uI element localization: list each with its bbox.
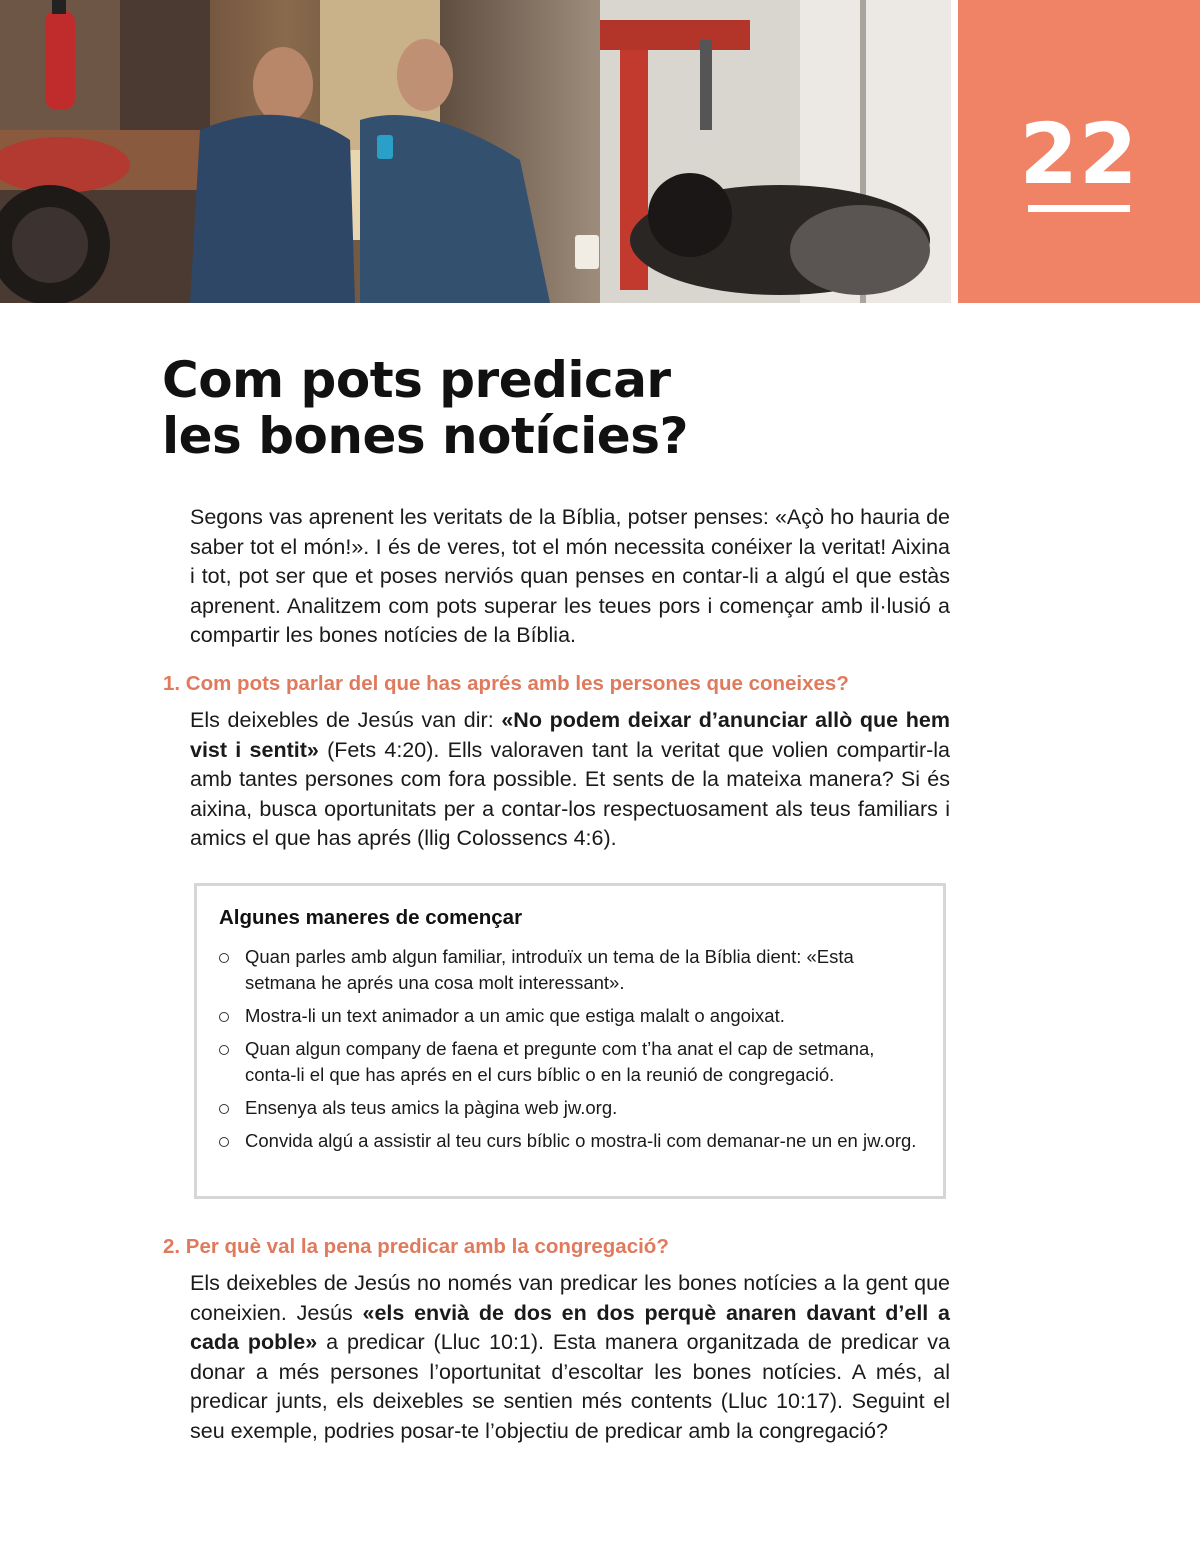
hero-photo [0,0,951,303]
section2-paragraph [190,1269,950,1447]
page-title-line1: Com pots predicar [162,351,671,409]
circle-bullet-icon [219,1104,229,1114]
workshop-photo-icon [0,0,951,303]
section2-heading: 2. Per què val la pena predicar amb la congregació? [163,1235,669,1258]
circle-bullet-icon [219,1137,229,1147]
section2-text-a: Els deixebles de Jesús no només van predicar les bones notícies a la gent que coneixien. Jesús [190,1271,950,1325]
section1-quote: «No podem deixar d’anunciar allò que hem vist i sentit» [190,708,950,762]
section1-heading: 1. Com pots parlar del que has aprés amb les persones que coneixes? [163,672,849,695]
chapter-underline [1028,205,1130,212]
section1-text-b: (Fets 4:20). Ells valoraven tant la veritat que volien compartir-la amb tantes persones com fora possible. Et sents de la mateixa manera? Si és aixina, busca oportunitats per a contar-los respectuosament als teus familiars i amics el que has aprés (llig Colossencs 4:6). [190,737,950,851]
list-item [217,1095,917,1121]
tips-list [217,944,917,1161]
list-item-text: Quan parles amb algun familiar, introduïx un tema de la Bíblia dient: «Esta setmana he aprés una cosa molt interessant». [245,946,854,993]
list-item-text: Convida algú a assistir al teu curs bíblic o mostra-li com demanar-ne un en jw.org. [245,1130,917,1151]
circle-bullet-icon [219,1045,229,1055]
intro-paragraph: Segons vas aprenent les veritats de la Bíblia, potser penses: «Açò ho hauria de saber tot el món!». I és de veres, tot el món necessita conéixer la veritat! Aixina i tot, pot ser que et poses nerviós quan penses en contar-li a algú el que estàs aprenent. Analitzem com pots superar les teues pors i començar amb il·lusió a compartir les bones notícies de la Bíblia. [190,505,950,648]
list-item [217,1128,917,1154]
tips-box [194,883,946,1199]
section2-text-b: a predicar (Lluc 10:1). Esta manera organitzada de predicar va donar a més persones l’oportunitat d’escoltar les bones notícies. A més, al predicar junts, els deixebles se sentien més contents (Lluc 10:17). Seguint el seu exemple, podries posar-te l’objectiu de predicar amb la congregació? [190,1330,951,1443]
list-item-text: Quan algun company de faena et pregunte com t’ha anat el cap de setmana, conta-li el que has aprés en el curs bíblic o en la reunió de congregació. [245,1038,875,1085]
list-item [217,1003,917,1029]
section1-text-a: Els deixebles de Jesús van dir: [190,708,502,732]
page-title [162,352,922,464]
list-item-text: Ensenya als teus amics la pàgina web jw.org. [245,1097,618,1118]
tips-title: Algunes maneres de començar [219,906,523,929]
chapter-number: 22 [1019,105,1139,203]
circle-bullet-icon [219,953,229,963]
circle-bullet-icon [219,1012,229,1022]
list-item [217,944,917,996]
list-item [217,1036,917,1088]
page-title-line2: les bones notícies? [162,407,688,465]
list-item-text: Mostra-li un text animador a un amic que estiga malalt o angoixat. [245,1005,785,1026]
chapter-badge [958,0,1200,303]
section2-quote: «els envià de dos en dos perquè anaren davant d’ell a cada poble» [190,1300,950,1355]
section1-paragraph [190,706,950,854]
